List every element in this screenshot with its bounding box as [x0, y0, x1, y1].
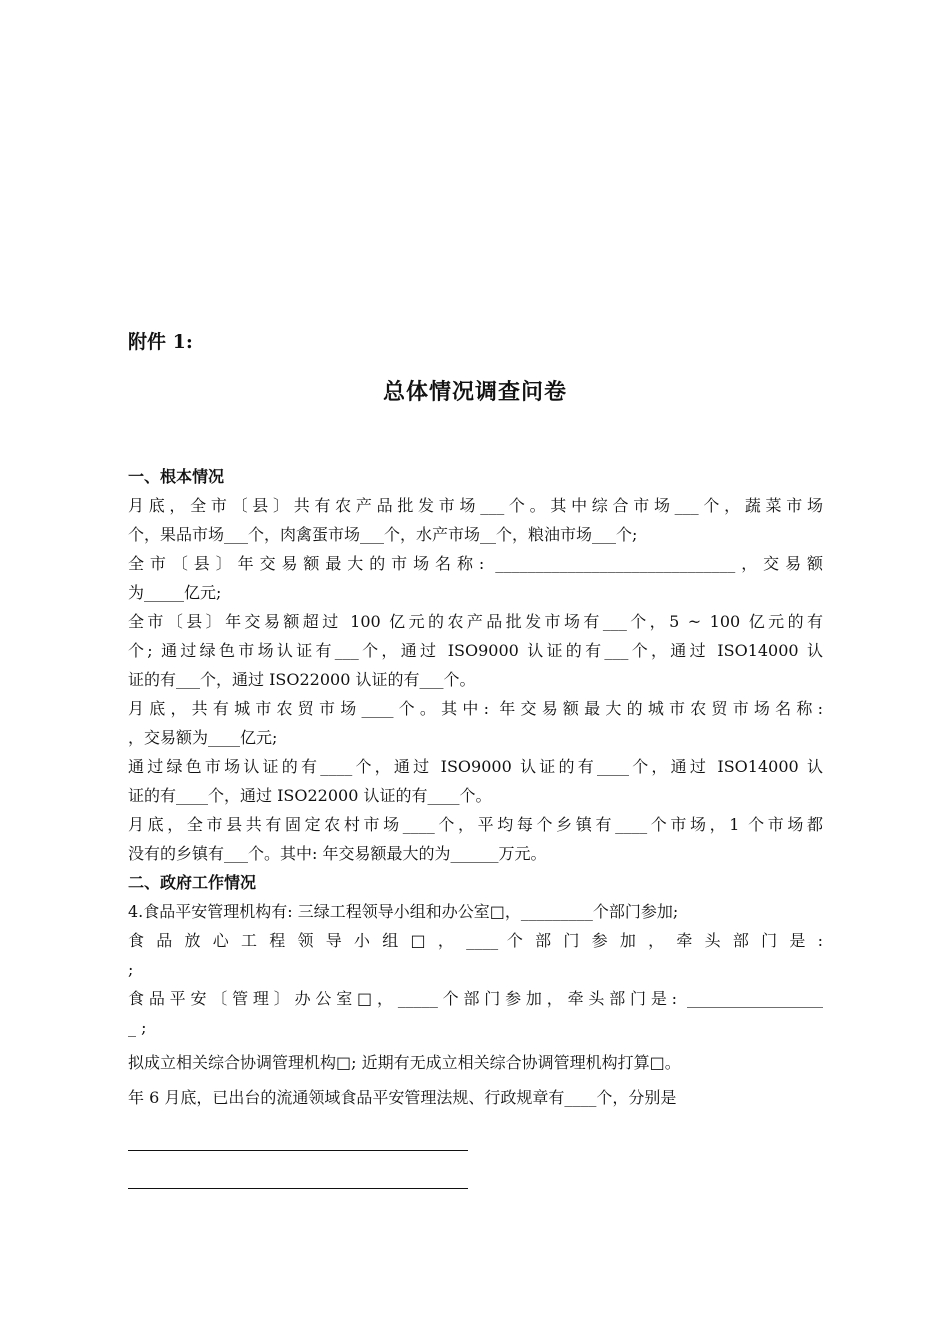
section-heading-government: 二、政府工作情况 [128, 873, 257, 892]
text-line: ; [128, 960, 134, 979]
text-line: 年 6 月底，已出台的流通领域食品平安管理法规、行政规章有____个，分别是 [128, 1088, 677, 1107]
text-line: 月底，全市〔县〕共有农产品批发市场___个。其中综合市场___个，蔬菜市场 [128, 496, 823, 515]
section-heading-basic: 一、根本情况 [128, 467, 225, 486]
answer-blank-line [128, 1150, 468, 1151]
text-line: 证的有____个，通过 ISO22000 认证的有____个。 [128, 786, 492, 805]
document-body [128, 462, 823, 1112]
text-line: 证的有___个，通过 ISO22000 认证的有___个。 [128, 670, 476, 689]
text-line: 4.食品平安管理机构有: 三绿工程领导小组和办公室□，_________个部门参加; [128, 902, 679, 921]
text-line: 全市〔县〕年交易额超过 100 亿元的农产品批发市场有___个，5 ~ 100 亿元的有 [128, 612, 823, 631]
text-line: 没有的乡镇有___个。其中: 年交易额最大的为______万元。 [128, 844, 547, 863]
text-line: 月底，共有城市农贸市场____个。其中: 年交易额最大的城市农贸市场名称: [128, 699, 823, 718]
text-line: 食品平安〔管理〕办公室□，_____个部门参加，牵头部门是: _________________ [128, 989, 823, 1008]
text-line: 为_____亿元; [128, 583, 222, 602]
attachment-label: 附件 1: [128, 331, 193, 353]
text-line: 食 品 放 心 工 程 领 导 小 组 □ ， ____ 个 部 门 参 加 ， 牵 头 部 门 是 : [128, 931, 823, 950]
text-line: 全市〔县〕年交易额最大的市场名称: ______________________________，交易额 [128, 554, 823, 573]
text-line: 拟成立相关综合协调管理机构□; 近期有无成立相关综合协调管理机构打算□。 [128, 1053, 681, 1072]
text-line: 个，果品市场___个，肉禽蛋市场___个，水产市场__个，粮油市场___个; [128, 525, 638, 544]
text-line: 个; 通过绿色市场认证有___个，通过 ISO9000 认证的有___个，通过 ISO14000 认 [128, 641, 823, 660]
text-line: _ ; [128, 1018, 147, 1037]
text-line: 通过绿色市场认证的有____个，通过 ISO9000 认证的有____个，通过 ISO14000 认 [128, 757, 823, 776]
text-line: 月底，全市县共有固定农村市场____个，平均每个乡镇有____个市场，1 个市场都 [128, 815, 823, 834]
document-title: 总体情况调查问卷 [382, 379, 567, 405]
answer-blank-line [128, 1188, 468, 1189]
text-line: ，交易额为____亿元; [128, 728, 278, 747]
